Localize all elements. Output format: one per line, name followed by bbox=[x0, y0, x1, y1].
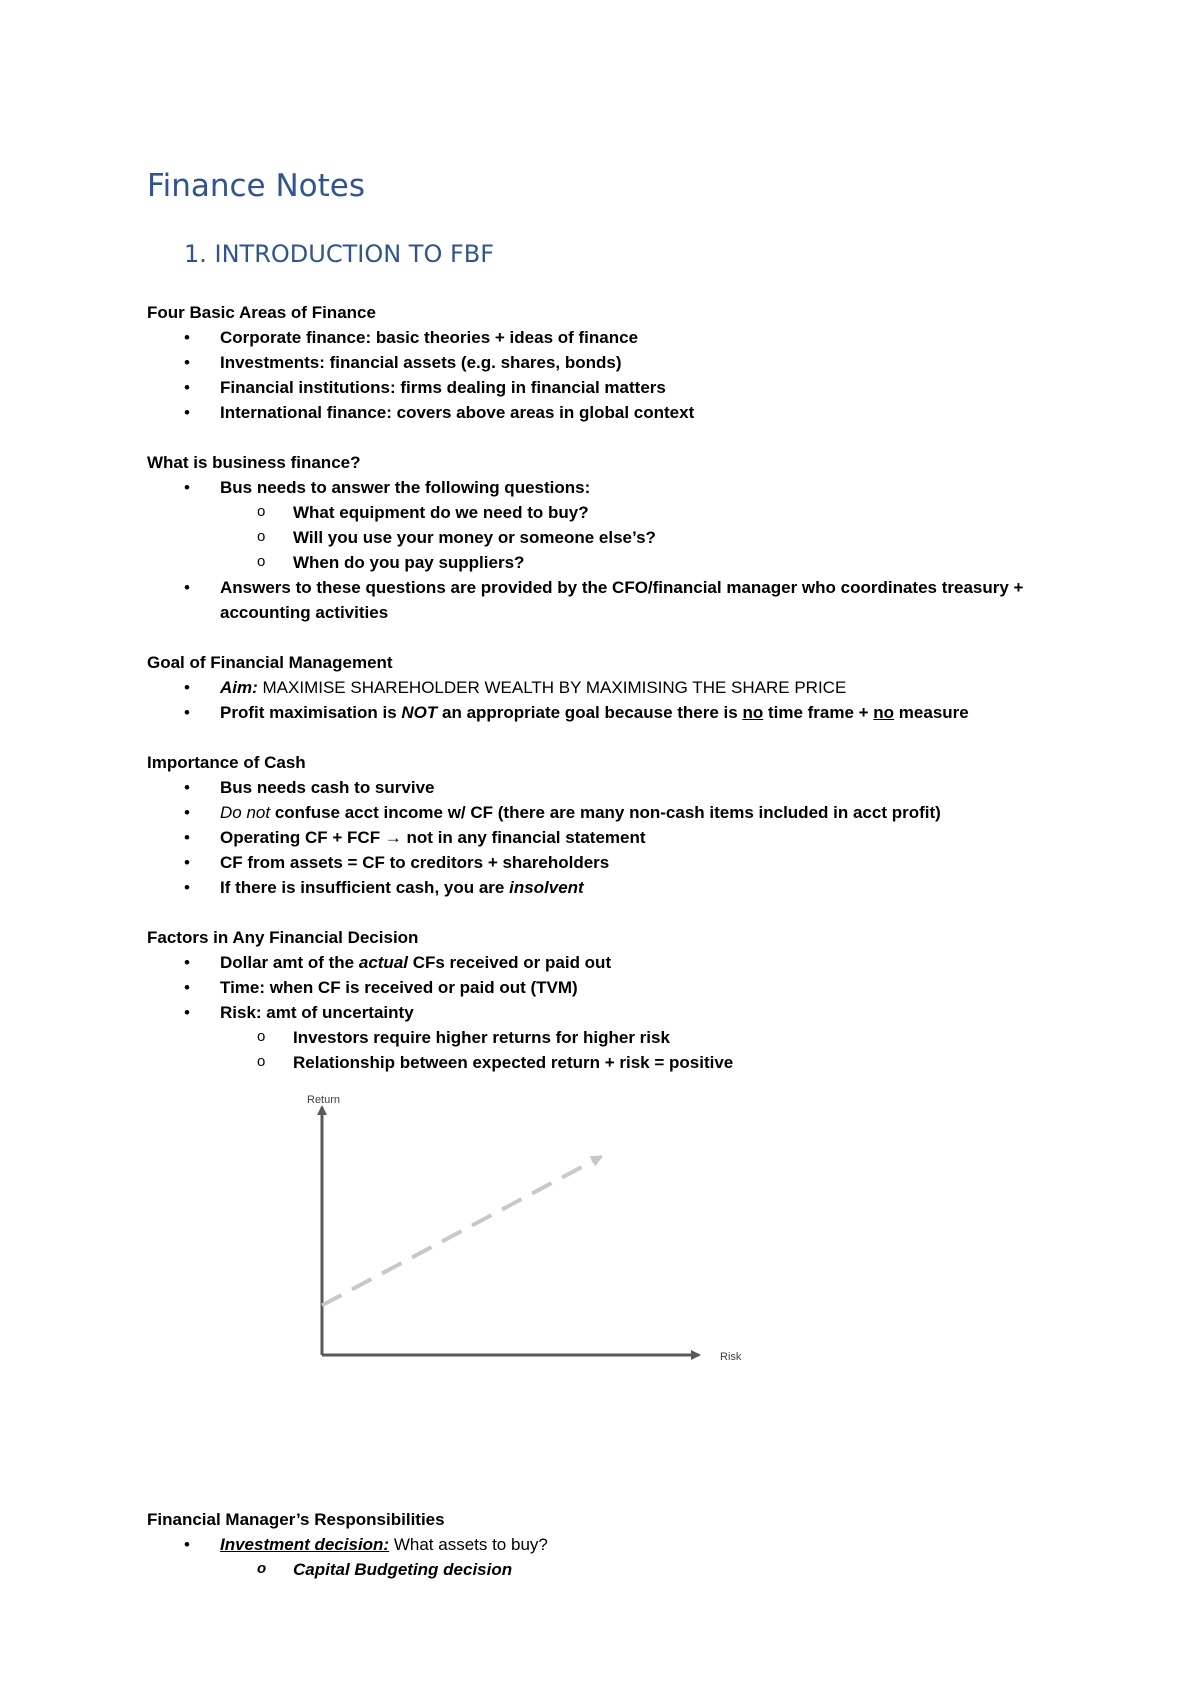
y-axis-label: Return bbox=[307, 1094, 341, 1106]
section-heading: 1. INTRODUCTION TO FBF bbox=[184, 240, 495, 268]
text-run: CFs received or paid out bbox=[408, 953, 612, 972]
list-item bbox=[147, 1532, 1067, 1557]
section-business-finance bbox=[147, 450, 1067, 625]
section-title: Factors in Any Financial Decision bbox=[147, 928, 419, 947]
list-item: • Bus needs to answer the following questions: bbox=[147, 475, 1067, 500]
section-cash bbox=[147, 750, 1067, 900]
list-item: • Investments: financial assets (e.g. shares, bonds) bbox=[147, 350, 1067, 375]
section-title: Financial Manager’s Responsibilities bbox=[147, 1510, 445, 1529]
section-title: What is business finance? bbox=[147, 453, 361, 472]
aim-text: MAXIMISE SHAREHOLDER WEALTH BY MAXIMISING THE SHARE PRICE bbox=[257, 678, 847, 697]
list-item bbox=[147, 875, 1067, 900]
list-item: • Operating CF + FCF → not in any financial statement bbox=[147, 825, 1067, 850]
bullet-list bbox=[147, 675, 1067, 725]
x-axis-label: Risk bbox=[720, 1351, 742, 1363]
emphasis-not: NOT bbox=[401, 703, 438, 722]
bullet-list bbox=[147, 475, 1067, 625]
page-title: Finance Notes bbox=[147, 168, 365, 204]
bullet-list bbox=[147, 950, 1067, 1075]
text-run: If there is insufficient cash, you are bbox=[220, 878, 510, 897]
emphasis-do-not: Do not bbox=[220, 803, 271, 822]
section-factors bbox=[147, 925, 1067, 1487]
series-layer bbox=[322, 1157, 601, 1306]
section-title: Importance of Cash bbox=[147, 753, 306, 772]
list-item: • CF from assets = CF to creditors + shareholders bbox=[147, 850, 1067, 875]
section-four-areas bbox=[147, 300, 1067, 425]
text-run: measure bbox=[894, 703, 969, 722]
list-item: • International finance: covers above areas in global context bbox=[147, 400, 1067, 425]
bullet-list bbox=[147, 775, 1067, 900]
aim-label: Aim: bbox=[220, 678, 258, 697]
text-run: an appropriate goal because there is bbox=[437, 703, 743, 722]
sub-list-item: o Investors require higher returns for higher risk bbox=[147, 1025, 1067, 1050]
sub-list-item: o Relationship between expected return + risk = positive bbox=[147, 1050, 1067, 1075]
list-item bbox=[147, 700, 1067, 725]
series-line-0 bbox=[322, 1157, 601, 1306]
sub-list-item: o What equipment do we need to buy? bbox=[147, 500, 1067, 525]
list-item: • Financial institutions: firms dealing in financial matters bbox=[147, 375, 1067, 400]
emphasis-investment-decision: Investment decision: bbox=[220, 1535, 390, 1554]
text-run: What assets to buy? bbox=[389, 1535, 548, 1554]
list-item: • Risk: amt of uncertainty bbox=[147, 1000, 1067, 1025]
section-title: Four Basic Areas of Finance bbox=[147, 303, 376, 322]
list-item: • Answers to these questions are provided by the CFO/financial manager who coordinates treasury + accounting activities bbox=[147, 575, 1067, 625]
list-item: • Bus needs cash to survive bbox=[147, 775, 1067, 800]
text-run: Profit maximisation is bbox=[220, 703, 402, 722]
section-responsibilities bbox=[147, 1507, 1067, 1582]
list-item bbox=[147, 800, 1067, 825]
text-run: Dollar amt of the bbox=[220, 953, 359, 972]
text-run: time frame + bbox=[763, 703, 874, 722]
sub-list-item: o Capital Budgeting decision bbox=[147, 1557, 1067, 1582]
section-goal bbox=[147, 650, 1067, 725]
emphasis-insolvent: insolvent bbox=[509, 878, 584, 897]
bullet-list bbox=[147, 325, 1067, 425]
risk-return-chart bbox=[147, 1087, 1067, 1487]
section-title: Goal of Financial Management bbox=[147, 653, 393, 672]
sub-list-item: o Will you use your money or someone else’s? bbox=[147, 525, 1067, 550]
list-item: • Corporate finance: basic theories + ideas of finance bbox=[147, 325, 1067, 350]
list-item bbox=[147, 950, 1067, 975]
list-item: • Time: when CF is received or paid out (TVM) bbox=[147, 975, 1067, 1000]
document-body bbox=[147, 300, 1067, 1607]
underlined-no: no bbox=[742, 703, 764, 722]
text-run: confuse acct income w/ CF (there are many non-cash items included in acct profit) bbox=[270, 803, 941, 822]
bullet-list bbox=[147, 1532, 1067, 1582]
list-item bbox=[147, 675, 1067, 700]
underlined-no: no bbox=[873, 703, 895, 722]
sub-list-item: o When do you pay suppliers? bbox=[147, 550, 1067, 575]
emphasis-actual: actual bbox=[358, 953, 408, 972]
chart-svg bbox=[147, 1087, 1067, 1487]
